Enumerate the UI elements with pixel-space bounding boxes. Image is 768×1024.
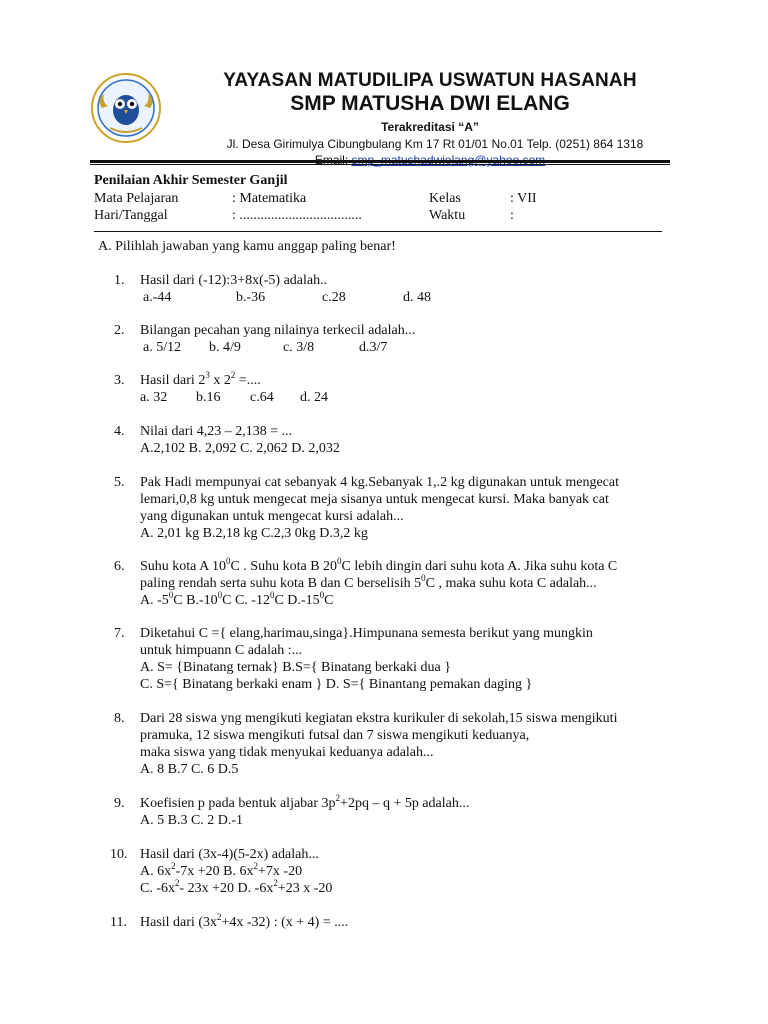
exponent: 2 — [216, 912, 222, 922]
degree-mark: 0 — [319, 590, 325, 600]
time-value: : — [510, 208, 514, 223]
text-part: Koefisien p pada bentuk aljabar 3p — [140, 796, 336, 811]
exponent: 2 — [253, 861, 259, 871]
text-part: +2pq – q + 5p adalah... — [340, 796, 470, 811]
exponent: 2 — [230, 370, 236, 380]
text-part: Suhu kota A 10 — [140, 559, 226, 574]
question-text: Nilai dari 4,23 – 2,138 = ... — [140, 424, 293, 439]
text-part: +7x -20 — [258, 864, 303, 879]
exponent: 2 — [171, 861, 176, 871]
question-9 — [94, 795, 684, 829]
question-7 — [94, 625, 684, 693]
question-text: Hasil dari (3x-4)(5-2x) adalah... — [140, 847, 319, 862]
exponent: 2 — [335, 793, 341, 803]
question-text-line: maka siswa yang tidak menyukai keduanya adalah... — [140, 745, 434, 760]
question-text — [140, 372, 684, 389]
letterhead — [90, 70, 670, 162]
text-part: Hasil dari (3x — [140, 915, 217, 930]
answer-options: A. S= {Binatang ternak} B.S={ Binatang berkaki dua } — [140, 660, 451, 675]
question-text-line: Dari 28 siswa yng mengikuti kegiatan ekstra kurikuler di sekolah,15 siswa mengikuti — [140, 711, 618, 726]
question-number: 7. — [114, 626, 125, 641]
subject-label: Mata Pelajaran — [94, 191, 179, 206]
option-b: b. 4/9 — [209, 340, 241, 355]
option-a: a. 5/12 — [143, 340, 182, 355]
school-name: SMP MATUSHA DWI ELANG — [290, 92, 570, 115]
degree-mark: 0 — [421, 573, 426, 583]
degree-mark: 0 — [217, 590, 223, 600]
question-text-line: lemari,0,8 kg untuk mengecat meja sisanya untuk mengecat kursi. Maka banyak cat — [140, 492, 609, 507]
class-value: : VII — [510, 191, 537, 206]
option-c: c.28 — [322, 290, 346, 305]
question-11 — [94, 914, 684, 931]
degree-mark: 0 — [269, 590, 275, 600]
answer-options: A. 8 B.7 C. 6 D.5 — [140, 762, 239, 777]
question-2 — [94, 322, 684, 356]
option-d: d. 48 — [403, 290, 431, 305]
text-part: C — [324, 593, 334, 608]
info-row-date — [94, 207, 674, 224]
option-a: a.-44 — [143, 290, 172, 305]
answer-options: C. S={ Binatang berkaki enam } D. S={ Binantang pemakan daging } — [140, 677, 533, 692]
answer-options: A. 2,01 kg B.2,18 kg C.2,3 0kg D.3,2 kg — [140, 526, 368, 541]
option-c: c.64 — [250, 390, 274, 405]
school-logo-icon — [90, 72, 162, 144]
exponent: 2 — [273, 878, 278, 888]
answer-options: A. 5 B.3 C. 2 D.-1 — [140, 813, 244, 828]
letterhead-rule-thin — [90, 164, 670, 165]
text-part: paling rendah serta suhu kota B dan C berselisih 5 — [140, 576, 422, 591]
question-number: 5. — [114, 475, 125, 490]
question-6 — [94, 558, 684, 609]
question-number: 3. — [114, 373, 125, 388]
text-part: C lebih dingin dari suhu kota A. Jika suhu kota C — [341, 559, 618, 574]
exponent: 2 — [175, 878, 180, 888]
option-a: a. 32 — [140, 390, 168, 405]
question-list — [94, 238, 684, 931]
info-divider — [94, 231, 662, 232]
answer-options — [140, 863, 684, 880]
question-10 — [94, 846, 684, 897]
accreditation: Terakreditasi “A” — [381, 120, 479, 134]
subject-value: : Matematika — [232, 191, 307, 206]
question-number: 6. — [114, 559, 125, 574]
text-part: +4x -32) : (x + 4) = .... — [221, 915, 349, 930]
question-text-line: yang digunakan untuk mengecat kursi adalah... — [140, 509, 404, 524]
time-label: Waktu — [429, 208, 466, 223]
question-text: Bilangan pecahan yang nilainya terkecil adalah... — [140, 323, 416, 338]
question-number: 8. — [114, 711, 125, 726]
text-part: C D.-15 — [274, 593, 320, 608]
text-part: C B.-10 — [173, 593, 218, 608]
foundation-name: YAYASAN MATUDILIPA USWATUN HASANAH — [223, 70, 637, 91]
text-part: A. -5 — [140, 593, 169, 608]
section-instruction: A. Pilihlah jawaban yang kamu anggap paling benar! — [98, 239, 396, 254]
question-number: 4. — [114, 424, 125, 439]
exam-title: Penilaian Akhir Semester Ganjil — [94, 173, 288, 188]
degree-mark: 0 — [225, 556, 231, 566]
school-address: Jl. Desa Girimulya Cibungbulang Km 17 Rt 01/01 No.01 Telp. (0251) 864 1318 — [226, 137, 644, 151]
exam-info — [94, 172, 674, 224]
option-b: b.16 — [196, 390, 221, 405]
class-label: Kelas — [429, 191, 461, 206]
question-number: 1. — [114, 273, 125, 288]
info-row-subject — [94, 190, 674, 207]
text-part: Hasil dari 2 — [140, 373, 206, 388]
option-d: d.3/7 — [359, 340, 388, 355]
letterhead-rule-thick — [90, 160, 670, 163]
question-text-line: pramuka, 12 siswa mengikuti futsal dan 7 siswa mengikuti keduanya, — [140, 728, 530, 743]
text-part: -7x +20 B. 6x — [175, 864, 254, 879]
text-part: - 23x +20 D. -6x — [179, 881, 274, 896]
question-text-line: Pak Hadi mempunyai cat sebanyak 4 kg.Sebanyak 1,.2 kg digunakan untuk mengecat — [140, 475, 619, 490]
answer-options — [140, 389, 684, 406]
question-3 — [94, 372, 684, 406]
option-b: b.-36 — [236, 290, 266, 305]
question-text — [140, 914, 684, 931]
question-4 — [94, 423, 684, 457]
text-part: A. 6x — [140, 864, 172, 879]
question-number: 2. — [114, 323, 125, 338]
answer-options — [140, 880, 684, 897]
degree-mark: 0 — [337, 556, 342, 566]
answer-options — [140, 592, 684, 609]
question-8 — [94, 710, 684, 778]
text-part: +23 x -20 — [277, 881, 333, 896]
option-c: c. 3/8 — [283, 340, 315, 355]
text-part: C. -6x — [140, 881, 175, 896]
question-number: 10. — [110, 847, 128, 862]
date-label: Hari/Tanggal — [94, 208, 168, 223]
text-part: C , maka suhu kota C adalah... — [425, 576, 597, 591]
answer-options: A.2,102 B. 2,092 C. 2,062 D. 2,032 — [140, 441, 340, 456]
exponent: 3 — [205, 370, 210, 380]
question-text-line — [140, 558, 684, 575]
text-part: C . Suhu kota B 20 — [230, 559, 338, 574]
question-1 — [94, 272, 684, 306]
text-part: x 2 — [209, 373, 231, 388]
question-number: 11. — [110, 915, 127, 930]
question-text-line: untuk himpuann C adalah :... — [140, 643, 303, 658]
text-part: =.... — [235, 373, 261, 388]
question-text — [140, 795, 684, 812]
question-text: Hasil dari (-12):3+8x(-5) adalah.. — [140, 273, 328, 288]
degree-mark: 0 — [168, 590, 174, 600]
question-5 — [94, 474, 684, 542]
date-value: : ................................... — [232, 208, 362, 223]
question-text-line: Diketahui C ={ elang,harimau,singa}.Himpunana semesta berikut yang mungkin — [140, 626, 593, 641]
answer-options — [140, 289, 684, 306]
letterhead-text — [195, 70, 665, 168]
text-part: C C. -12 — [222, 593, 270, 608]
question-number: 9. — [114, 796, 125, 811]
answer-options — [140, 339, 684, 356]
option-d: d. 24 — [300, 390, 328, 405]
